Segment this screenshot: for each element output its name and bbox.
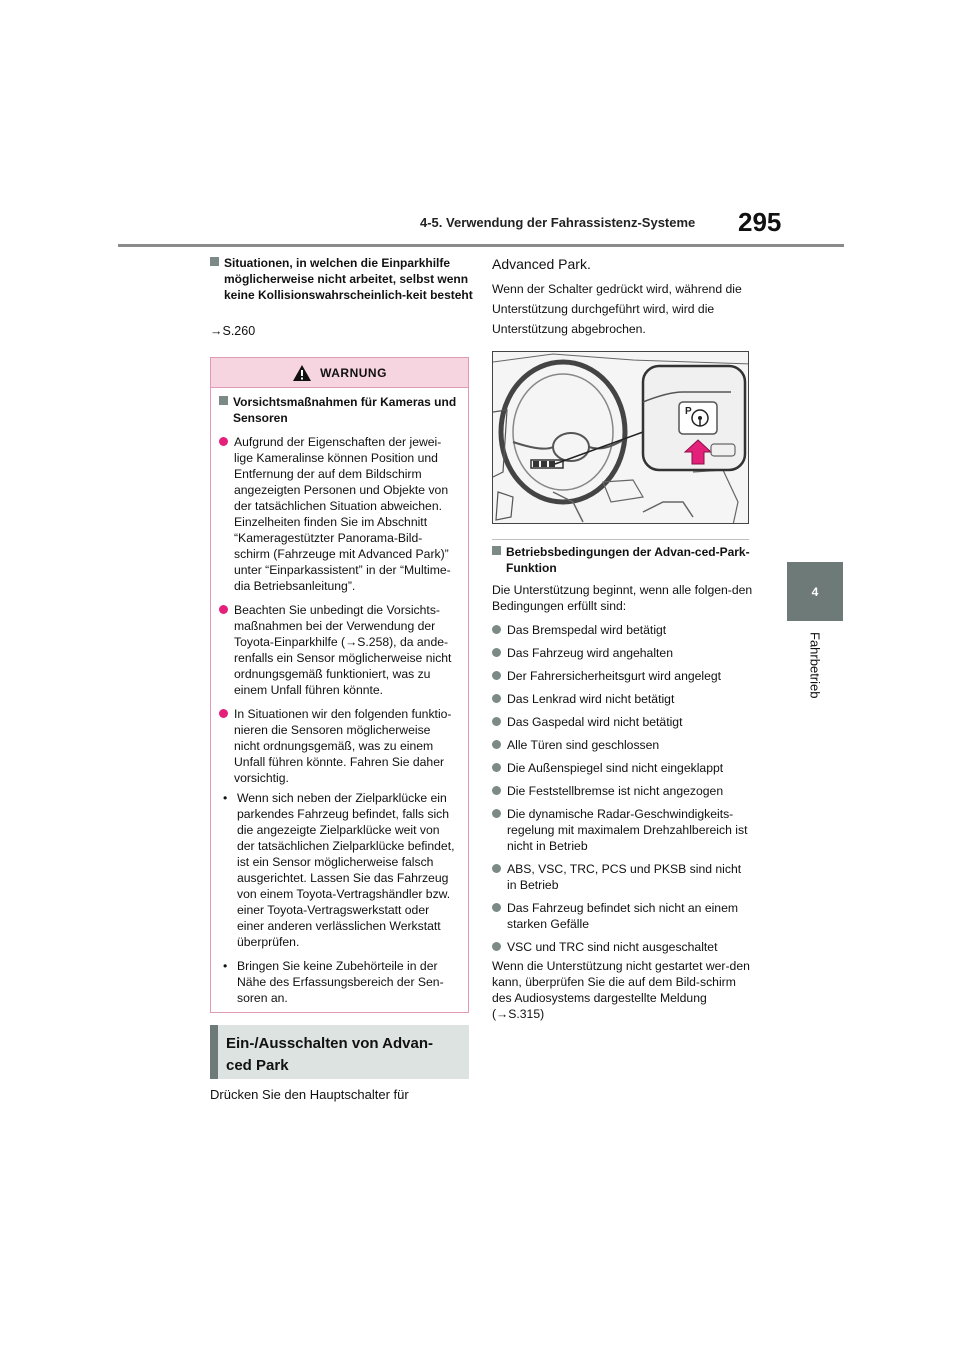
steering-wheel-illustration: [493, 352, 749, 524]
bullet-dot-icon: [492, 809, 501, 818]
park-switch-label: P: [685, 406, 692, 417]
bullet-dot-icon: [492, 903, 501, 912]
conditions-intro: Die Unterstützung beginnt, wenn alle folgen-den Bedingungen erfüllt sind:: [492, 583, 753, 613]
square-bullet-icon: [210, 257, 219, 266]
warning-box: [210, 357, 469, 1013]
page-reference: →S.260: [210, 324, 256, 338]
condition-item: Die Feststellbremse ist nicht angezogen: [492, 783, 754, 799]
condition-item: Die Außenspiegel sind nicht eingeklappt: [492, 760, 754, 776]
bullet-dot-icon: [492, 648, 501, 657]
bullet-dot-icon: [492, 864, 501, 873]
warning-subheading: Vorsichtsmaßnahmen für Kameras und Sensoren: [219, 394, 458, 426]
conditions-heading: Betriebsbedingungen der Advan-ced-Park-Funktion: [492, 544, 754, 576]
figure-divider: [492, 539, 749, 540]
condition-item: Das Fahrzeug wird angehalten: [492, 645, 754, 661]
small-bullet-icon: •: [223, 959, 228, 973]
square-bullet-icon: [219, 396, 228, 405]
small-bullet-icon: •: [223, 791, 228, 805]
bullet-dot-icon: [492, 786, 501, 795]
square-bullet-icon: [492, 546, 501, 555]
bullet-dot-icon: [492, 740, 501, 749]
chapter-label: Fahrbetrieb: [807, 632, 823, 699]
condition-item: VSC und TRC sind nicht ausgeschaltet: [492, 939, 754, 955]
condition-item: Das Lenkrad wird nicht betätigt: [492, 691, 754, 707]
condition-item: Das Fahrzeug befindet sich nicht an einem starken Gefälle: [492, 900, 754, 932]
bullet-dot-icon: [219, 437, 228, 446]
bullet-dot-icon: [219, 709, 228, 718]
cancel-paragraph: Wenn der Schalter gedrückt wird, während die Unterstützung durchgeführt wird, wird die Unterstützung abgebrochen.: [492, 282, 742, 336]
condition-item: Das Bremspedal wird betätigt: [492, 622, 754, 638]
bullet-dot-icon: [219, 605, 228, 614]
press-switch-paragraph: Drücken Sie den Hauptschalter für: [210, 1087, 409, 1102]
bullet-dot-icon: [492, 694, 501, 703]
warning-item: Aufgrund der Eigenschaften der jewei-lige Kameralinse können Position und Entfernung der auf dem Bildschirm angezeigten Personen und Objekte von der tatsächlichen Situation abweichen. Einzelheiten finden Sie im Abschnitt “Kameragestützter Panorama-Bild-schirm (Fahrzeuge mit Advanced Park)” unter “Einparkassistent” in der “Multime-dia Betriebsanleitung”.: [219, 434, 458, 594]
page-number: 295: [738, 207, 782, 237]
bullet-dot-icon: [492, 942, 501, 951]
chapter-tab: [787, 562, 843, 621]
chapter-number: 4: [811, 584, 819, 599]
warning-title: WARNUNG: [320, 365, 387, 380]
advanced-park-paragraph: Advanced Park.: [492, 256, 591, 272]
warning-header: [211, 358, 468, 388]
condition-item: ABS, VSC, TRC, PCS und PKSB sind nicht in Betrieb: [492, 861, 754, 893]
running-header: 4-5. Verwendung der Fahrassistenz-Systeme: [420, 215, 696, 230]
bullet-dot-icon: [492, 763, 501, 772]
conditions-outro: Wenn die Unterstützung nicht gestartet wer-den kann, überprüfen Sie die auf dem Bild-schirm des Audiosystems dargestellte Meldung (→S.315): [492, 959, 750, 1021]
warning-item: Beachten Sie unbedingt die Vorsichts-maßnahmen bei der Verwendung der Toyota-Einparkhilfe (→S.258), da ande-renfalls ein Sensor möglicherweise nicht ordnungsgemäß funktioniert, was zu einem Unfall führen könnte.: [219, 602, 458, 698]
warning-sub-item: • Wenn sich neben der Zielparklücke ein parkendes Fahrzeug befindet, falls sich die angezeigte Zielparklücke weit von der tatsächlichen Zielparklücke befindet, ist ein Sensor möglicherweise falsch ausgerichtet. Lassen Sie das Fahrzeug von einem Toyota-Vertragshändler bzw. einer Toyota-Vertragswerkstatt oder einer anderen verlässlichen Werkstatt überprüfen.: [223, 791, 455, 949]
condition-item: Die dynamische Radar-Geschwindigkeits-regelung mit maximalem Drehzahlbereich ist nicht in Betrieb: [492, 806, 754, 854]
header-rule: [118, 244, 844, 247]
situations-heading: Situationen, in welchen die Einparkhilfe möglicherweise nicht arbeitet, selbst wenn keine Kollisionswahrscheinlich-keit besteht: [210, 255, 486, 303]
bullet-dot-icon: [492, 717, 501, 726]
warning-item: In Situationen wir den folgenden funktio-nieren die Sensoren möglicherweise nicht ordnungsgemäß, was zu einem Unfall führen könnte. Fahren Sie daher vorsichtig.: [219, 706, 458, 786]
condition-item: Der Fahrersicherheitsgurt wird angelegt: [492, 668, 754, 684]
dashboard-figure: [492, 351, 749, 524]
section-heading: Ein-/Ausschalten von Advan- ced Park: [210, 1025, 469, 1079]
condition-item: Das Gaspedal wird nicht betätigt: [492, 714, 754, 730]
warning-sub-item: • Bringen Sie keine Zubehörteile in der Nähe des Erfassungsbereich der Sen-soren an.: [223, 959, 444, 1005]
conditions-section: [492, 544, 754, 1022]
bullet-dot-icon: [492, 625, 501, 634]
bullet-dot-icon: [492, 671, 501, 680]
condition-item: Alle Türen sind geschlossen: [492, 737, 754, 753]
warning-body: [211, 388, 468, 1006]
warning-triangle-icon: [292, 364, 312, 382]
